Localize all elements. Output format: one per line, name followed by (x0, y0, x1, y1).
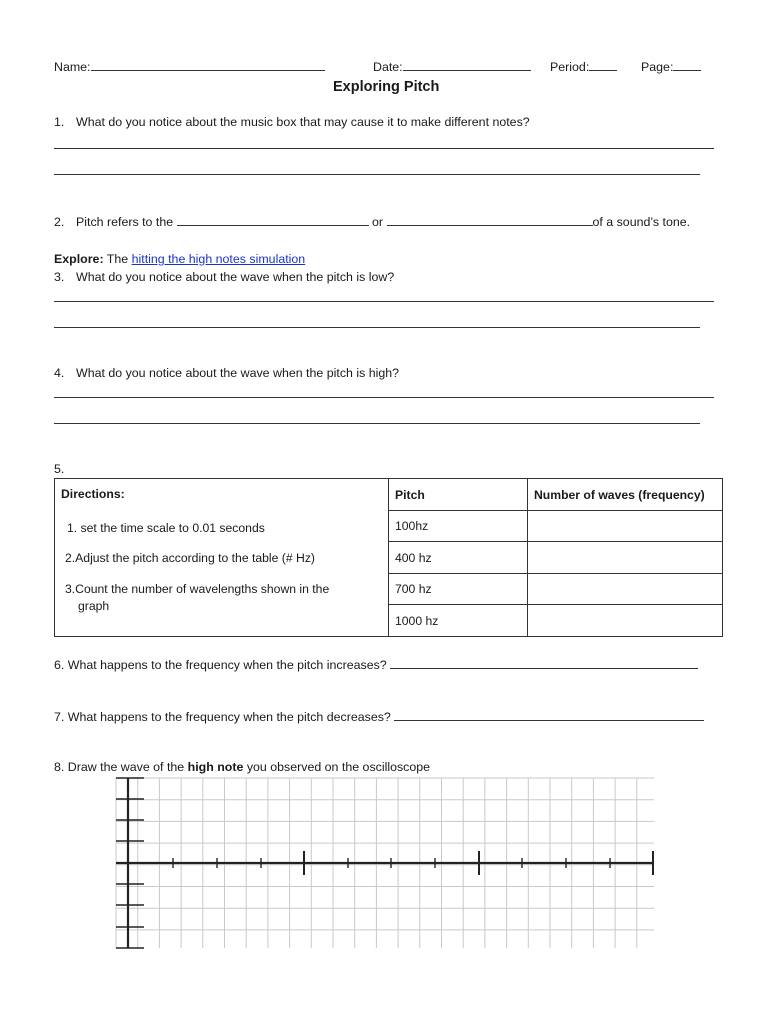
direction-step-3: 3.Count the number of wavelengths shown in the (65, 582, 330, 596)
blank-2a[interactable] (177, 213, 369, 226)
question-6 (54, 656, 698, 672)
question-4-text: What do you notice about the wave when the pitch is high? (76, 366, 400, 380)
answer-line-3a[interactable] (54, 301, 714, 302)
date-field[interactable] (373, 58, 531, 74)
answer-line-1a[interactable] (54, 148, 714, 149)
question-3-number: 3. (54, 270, 65, 284)
question-8-prefix: 8. Draw the wave of the (54, 760, 185, 774)
question-5-number: 5. (54, 462, 65, 476)
pitch-header: Pitch (389, 479, 528, 511)
period-field[interactable] (550, 58, 617, 74)
page-title: Exploring Pitch (333, 79, 440, 95)
direction-step-1: 1. set the time scale to 0.01 seconds (67, 521, 265, 535)
question-3-text: What do you notice about the wave when the pitch is low? (76, 270, 395, 284)
directions-header: Directions: (61, 487, 125, 501)
question-7 (54, 708, 704, 724)
question-1-number: 1. (54, 115, 65, 129)
frequency-input[interactable] (528, 511, 723, 542)
question-2-middle: or (372, 215, 384, 229)
answer-line-4a[interactable] (54, 397, 714, 398)
question-2 (54, 213, 690, 229)
explore-text: The (106, 252, 129, 266)
frequency-input[interactable] (528, 574, 723, 605)
simulation-link[interactable]: hitting the high notes simulation (131, 252, 306, 266)
explore-label: Explore: (54, 252, 104, 266)
pitch-table (54, 478, 723, 637)
question-2-suffix: of a sound’s tone. (592, 215, 691, 229)
frequency-input[interactable] (528, 605, 723, 637)
blank-2b[interactable] (387, 213, 593, 226)
question-3 (54, 270, 394, 284)
answer-line-1b[interactable] (54, 174, 700, 175)
question-7-text: 7. What happens to the frequency when the pitch decreases? (54, 710, 391, 724)
pitch-cell: 100hz (389, 511, 528, 542)
question-6-text: 6. What happens to the frequency when the pitch increases? (54, 658, 387, 672)
answer-line-6[interactable] (390, 656, 698, 669)
direction-step-2: 2.Adjust the pitch according to the table (# Hz) (65, 551, 315, 565)
question-4-number: 4. (54, 366, 65, 380)
question-1 (54, 115, 530, 129)
directions-cell (55, 479, 389, 637)
pitch-cell: 1000 hz (389, 605, 528, 637)
question-8-bold: high note (187, 760, 244, 774)
question-1-text: What do you notice about the music box that may cause it to make different notes? (76, 115, 530, 129)
pitch-cell: 700 hz (389, 574, 528, 605)
question-4 (54, 366, 399, 380)
question-2-number: 2. (54, 215, 65, 229)
oscilloscope-grid[interactable] (0, 770, 768, 970)
answer-line-7[interactable] (394, 708, 704, 721)
name-label: Name: (54, 60, 91, 74)
date-label: Date: (373, 60, 403, 74)
frequency-input[interactable] (528, 542, 723, 574)
answer-line-3b[interactable] (54, 327, 700, 328)
name-field[interactable] (54, 58, 325, 74)
question-8-suffix: you observed on the oscilloscope (246, 760, 431, 774)
question-2-prefix: Pitch refers to the (76, 215, 174, 229)
answer-line-4b[interactable] (54, 423, 700, 424)
explore-line (54, 252, 305, 266)
period-label: Period: (550, 60, 590, 74)
page-label: Page: (641, 60, 674, 74)
direction-step-3-cont: graph (78, 599, 110, 613)
pitch-cell: 400 hz (389, 542, 528, 574)
page-field[interactable] (641, 58, 701, 74)
frequency-header: Number of waves (frequency) (528, 479, 723, 511)
